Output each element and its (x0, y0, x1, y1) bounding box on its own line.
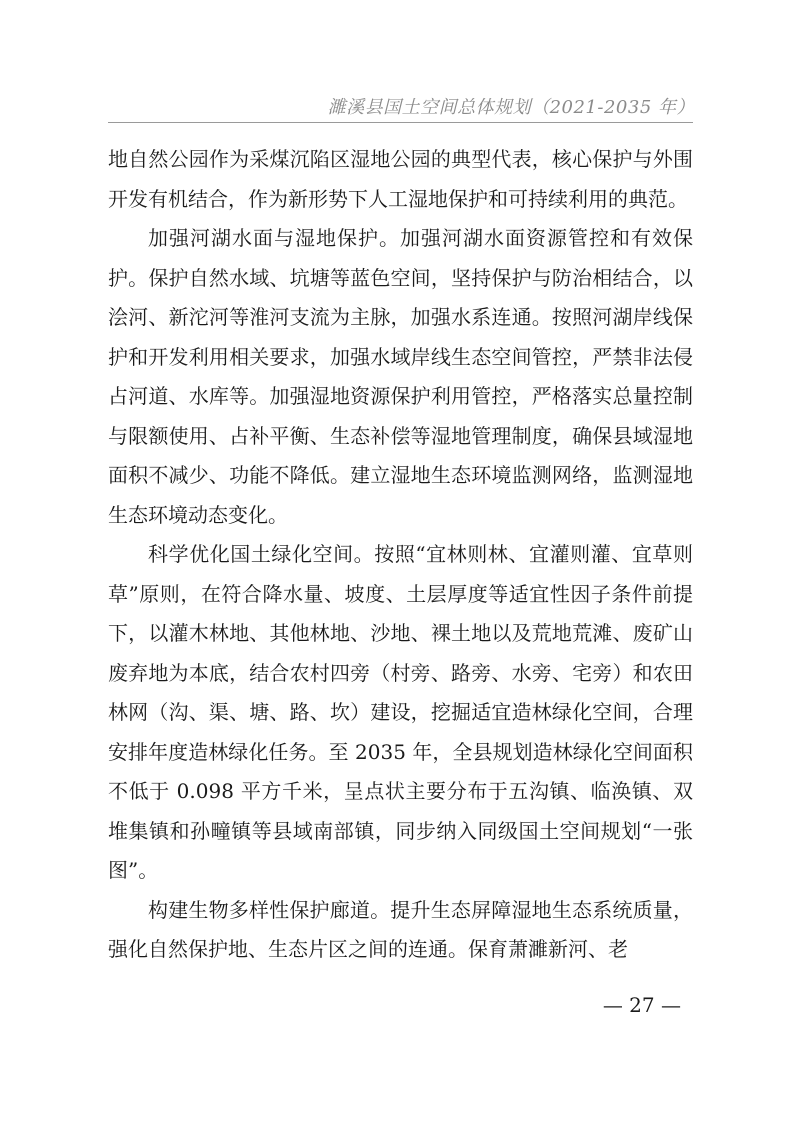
paragraph-greening-space: 科学优化国土绿化空间。按照“宜林则林、宜灌则灌、宜草则草”原则，在符合降水量、坡度、土层厚度等适宜性因子条件前提下，以灌木林地、其他林地、沙地、裸土地以及荒地荒滩、废矿山废弃地为本底，结合农村四旁（村旁、路旁、水旁、宅旁）和农田林网（沟、渠、塘、路、坎）建设，挖掘适宜造林绿化空间，合理安排年度造林绿化任务。至 2035 年，全县规划造林绿化空间面积不低于 0.098 平方千米，呈点状主要分布于五沟镇、临涣镇、双堆集镇和孙疃镇等县域南部镇，同步纳入同级国土空间规划“一张图”。 (108, 542, 693, 882)
header-divider (108, 122, 693, 123)
document-body (108, 140, 693, 970)
paragraph-continuation: 地自然公园作为采煤沉陷区湿地公园的典型代表，核心保护与外围开发有机结合，作为新形势下人工湿地保护和可持续利用的典范。 (108, 147, 693, 211)
document-header-title: 濉溪县国土空间总体规划（2021-2035 年） (327, 97, 695, 118)
paragraph-river-lake-wetland: 加强河湖水面与湿地保护。加强河湖水面资源管控和有效保护。保护自然水域、坑塘等蓝色空间，坚持保护与防治相结合，以浍河、新沱河等淮河支流为主脉，加强水系连通。按照河湖岸线保护和开发利用相关要求，加强水域岸线生态空间管控，严禁非法侵占河道、水库等。加强湿地资源保护利用管控，严格落实总量控制与限额使用、占补平衡、生态补偿等湿地管理制度，确保县域湿地面积不减少、功能不降低。建立湿地生态环境监测网络，监测湿地生态环境动态变化。 (108, 226, 693, 527)
paragraph-biodiversity-corridor: 构建生物多样性保护廊道。提升生态屏障湿地生态系统质量，强化自然保护地、生态片区之间的连通。保育萧濉新河、老 (108, 897, 693, 961)
page-number: — 27 — (602, 993, 681, 1017)
